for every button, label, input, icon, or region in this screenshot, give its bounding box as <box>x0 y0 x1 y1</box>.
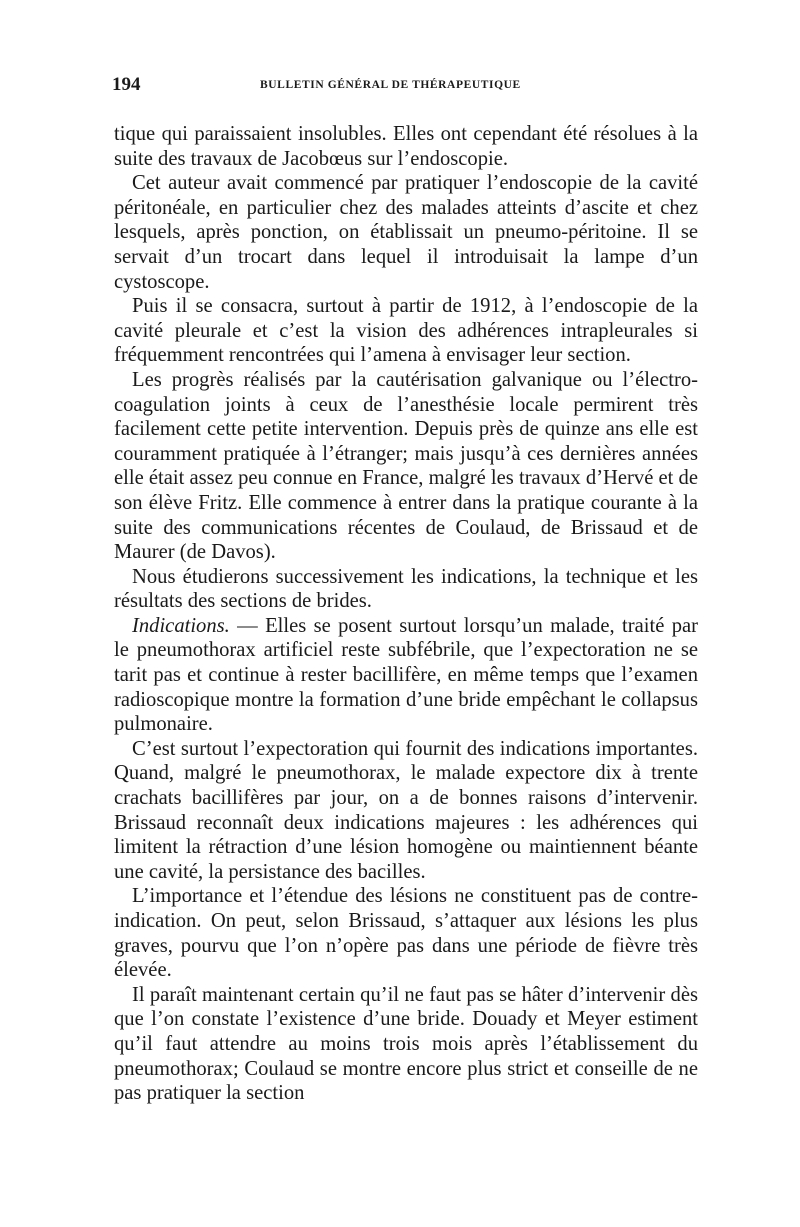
paragraph-6-text: — Elles se posent surtout lorsqu’un malade, traité par le pneumothorax artificiel reste subfébrile, que l’expectoration ne se tarit pas et continue à rester bacillifère, en même temps que l’examen radioscopique montre la formation d’une bride empêchant le collapsus pulmonaire. <box>114 614 698 736</box>
page-header <box>112 74 696 100</box>
section-heading-indications: Indications. <box>132 614 230 637</box>
running-title: BULLETIN GÉNÉRAL DE THÉRAPEUTIQUE <box>260 79 521 91</box>
body-text <box>114 122 698 1106</box>
paragraph-4: Les progrès réalisés par la cautérisation galvanique ou l’électro-coagulation joints à ceux de l’anesthésie locale permirent très facilement cette petite intervention. Depuis près de quinze ans elle est couramment pratiquée à l’étranger; mais jusqu’à ces dernières années elle était assez peu connue en France, malgré les travaux d’Hervé et de son élève Fritz. Elle commence à entrer dans la pratique courante à la suite des communications récentes de Coulaud, de Brissaud et de Maurer (de Davos). <box>114 368 698 564</box>
paragraph-3: Puis il se consacra, surtout à partir de 1912, à l’endoscopie de la cavité pleurale et c’est la vision des adhérences intrapleurales si fréquemment rencontrées qui l’amena à envisager leur section. <box>114 295 698 367</box>
paragraph-6 <box>114 614 698 737</box>
paragraph-8: L’importance et l’étendue des lésions ne constituent pas de contre-indication. On peut, selon Brissaud, s’attaquer aux lésions les plus graves, pourvu que l’on n’opère pas dans une période de fièvre très élevée. <box>114 885 698 982</box>
page-number: 194 <box>112 74 141 95</box>
paragraph-2: Cet auteur avait commencé par pratiquer l’endoscopie de la cavité péritonéale, en particulier chez des malades atteints d’ascite et chez lesquels, après ponction, on établissait un pneumo-péritoine. Il se servait d’un trocart dans lequel il introduisait la lampe d’un cystoscope. <box>114 172 698 293</box>
paragraph-9: Il paraît maintenant certain qu’il ne faut pas se hâter d’intervenir dès que l’on constate l’existence d’une bride. Douady et Meyer estiment qu’il faut attendre au moins trois mois après l’établissement du pneumothorax; Coulaud se montre encore plus strict et conseille de ne pas pratiquer la section <box>114 983 698 1105</box>
paragraph-5: Nous étudierons successivement les indications, la technique et les résultats des sections de brides. <box>114 565 698 613</box>
paragraph-1: tique qui paraissaient insolubles. Elles ont cependant été résolues à la suite des travaux de Jacobœus sur l’endoscopie. <box>114 123 698 170</box>
paragraph-7: C’est surtout l’expectoration qui fournit des indications importantes. Quand, malgré le pneumothorax, le malade expectore dix à trente crachats bacillifères par jour, on a de bonnes raisons d’intervenir. Brissaud reconnaît deux indications majeures : les adhérences qui limitent la rétraction d’une lésion homogène ou maintiennent béante une cavité, la persistance des bacilles. <box>114 737 698 883</box>
